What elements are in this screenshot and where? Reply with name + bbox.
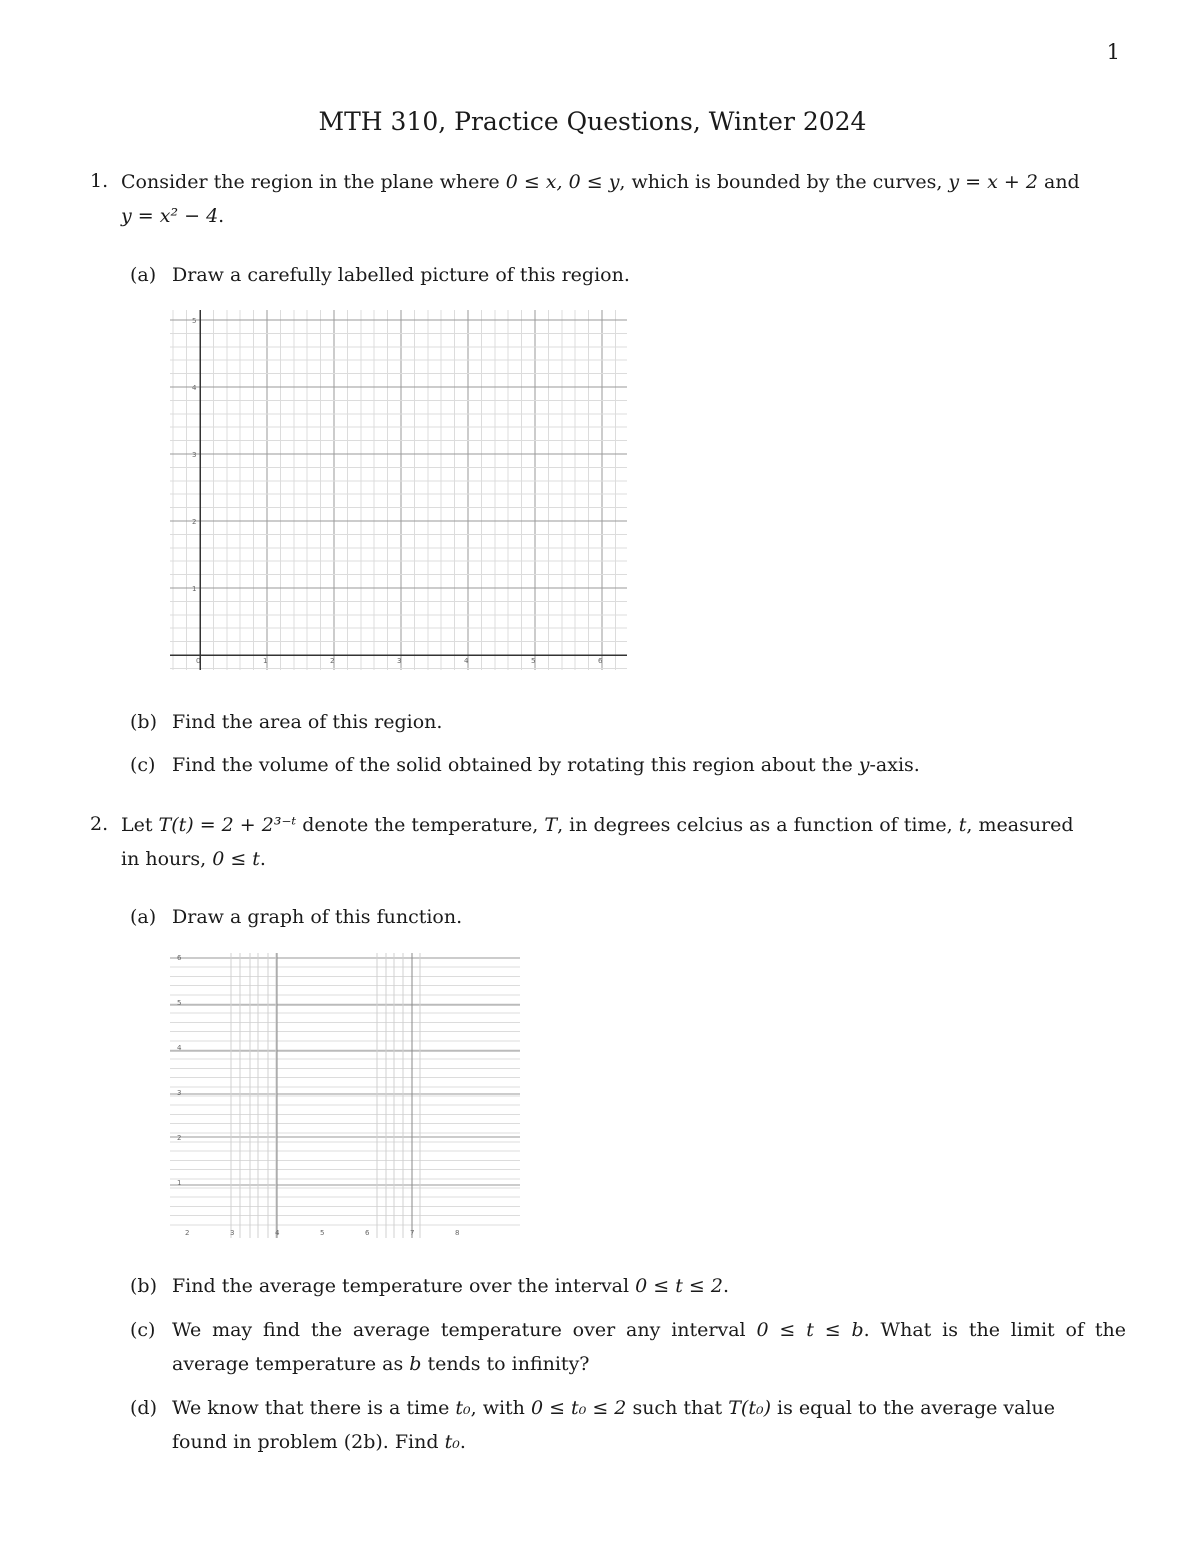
x-tick-label: 6: [365, 1229, 370, 1237]
question-1-text-line2: y = x² − 4.: [121, 205, 225, 227]
q2-part-c-label: (c): [130, 1319, 156, 1341]
y-tick-label: 4: [192, 384, 197, 392]
q1-part-c-label: (c): [130, 754, 156, 776]
y-tick-label: 2: [177, 1134, 182, 1142]
x-tick-label: 3: [230, 1229, 235, 1237]
q1-part-b-label: (b): [130, 711, 157, 733]
y-tick-label: 3: [177, 1089, 182, 1097]
q2-part-a-text: Draw a graph of this function.: [172, 906, 463, 928]
y-tick-label: 1: [192, 585, 197, 593]
page-title: MTH 310, Practice Questions, Winter 2024: [318, 107, 867, 136]
curve-2-math: y = x² − 4: [121, 205, 219, 227]
y-tick-label: 2: [192, 518, 197, 526]
y-tick-label: 5: [192, 317, 197, 325]
x-tick-label: 5: [320, 1229, 325, 1237]
question-1-text: Consider the region in the plane where 0 ≤ x, 0 ≤ y, which is bounded by the curves, y = x + 2 and: [121, 171, 1080, 193]
condition-math: 0 ≤ x, 0 ≤ y: [505, 171, 620, 193]
y-tick-label: 5: [177, 999, 182, 1007]
x-tick-label: 1: [263, 657, 268, 665]
page-number: 1: [1106, 40, 1120, 64]
q2-part-b-text: Find the average temperature over the interval 0 ≤ t ≤ 2.: [172, 1275, 729, 1297]
x-tick-label: 3: [397, 657, 402, 665]
y-tick-label: 1: [177, 1179, 182, 1187]
y-tick-label: 3: [192, 451, 197, 459]
q1-part-a-label: (a): [130, 264, 157, 286]
question-2-text-line2: in hours, 0 ≤ t.: [121, 848, 266, 870]
q2-blank-grid: [165, 948, 525, 1243]
x-tick-label: 5: [531, 657, 536, 665]
x-tick-label: 4: [275, 1229, 280, 1237]
q1-part-c-text: Find the volume of the solid obtained by rotating this region about the y-axis.: [172, 754, 920, 776]
q2-part-d-label: (d): [130, 1397, 157, 1419]
y-tick-label: 6: [177, 954, 182, 962]
q2-part-b-label: (b): [130, 1275, 157, 1297]
x-tick-label: 2: [330, 657, 335, 665]
x-tick-label: 7: [410, 1229, 415, 1237]
x-tick-label: 4: [464, 657, 469, 665]
q1-part-b-text: Find the area of this region.: [172, 711, 443, 733]
question-1-number: 1.: [90, 170, 109, 192]
question-2-number: 2.: [90, 813, 109, 835]
q2-part-c-text: We may find the average temperature over any interval 0 ≤ t ≤ b. What is the limit of the average temperature as b tends to infinity?: [172, 1319, 1126, 1375]
q1-blank-grid: [165, 305, 635, 680]
curve-1-math: y = x + 2: [948, 171, 1038, 193]
q2-part-d-text: We know that there is a time t₀, with 0 ≤ t₀ ≤ 2 such that T(t₀) is equal to the average value found in problem (2b). Find t₀.: [172, 1397, 1056, 1453]
x-tick-label: 0: [196, 657, 201, 665]
x-tick-label: 2: [185, 1229, 190, 1237]
q2-part-a-label: (a): [130, 906, 157, 928]
x-tick-label: 8: [455, 1229, 460, 1237]
x-tick-label: 6: [598, 657, 603, 665]
q1-part-a-text: Draw a carefully labelled picture of this region.: [172, 264, 630, 286]
function-math: T(t) = 2 + 2³⁻ᵗ: [158, 814, 297, 836]
y-tick-label: 4: [177, 1044, 182, 1052]
question-2-text: Let T(t) = 2 + 2³⁻ᵗ denote the temperature, T, in degrees celcius as a function of time, t, measured: [121, 814, 1074, 836]
